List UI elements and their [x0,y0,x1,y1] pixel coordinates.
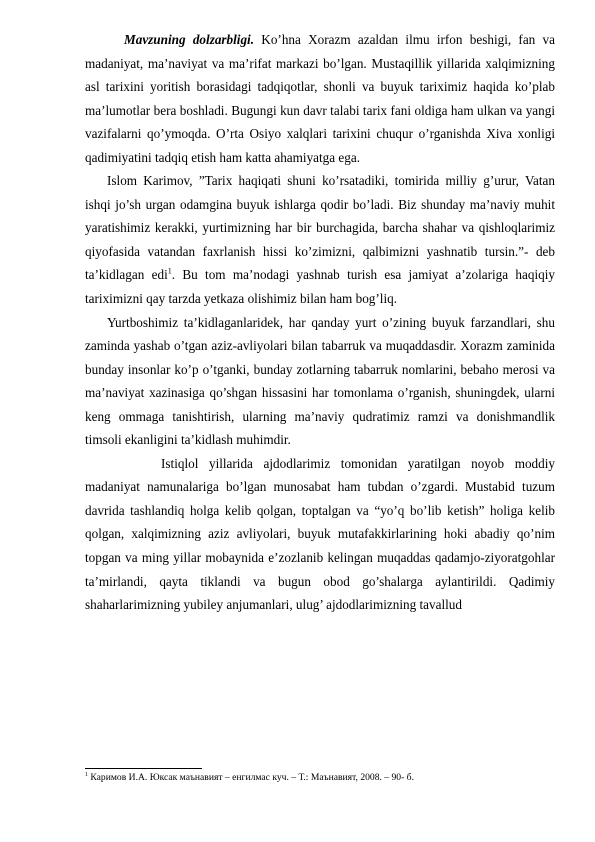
footnote-divider [85,768,202,769]
paragraph-independence [85,452,555,617]
paragraph-text: Islom Karimov, ”Tarix haqiqati shuni ko’rsatadiki, tomirida milliy g’urur, Vatan ishqi jo’sh urgan odamgina buyuk ishlarga qodir bo’ladi. Biz shunday ma’naviy muhit yaratishimiz kerakki, yurtimizning har bir burchagida, barcha shahar va qishloqlarimiz qiyofasida vatandan faxrlanish hissi ko’zimizni, qalbimizni yashnatib tursin.”- deb ta’kidlagan edi [85,173,555,283]
footnote-marker: 1 [85,771,88,778]
paragraph-text: Istiqlol yillarida ajdodlarimiz tomonidan yaratilgan noyob moddiy madaniyat namunalariga bo’lgan munosabat ham tubdan o’zgardi. Mustabid tuzum davrida tashlandiq holga kelib qolgan, toptalgan va “yo’q bo’lib ketish” holiga kelib qolgan, xalqimizning aziz avliyolari, buyuk mutafakkirlarining hoki abadiy qo’nim topgan va ming yillar mobaynida e’zozlanib kelingan muqaddas qadamjo-ziyoratgohlar ta’mirlandi, qayta tiklandi va bugun obod go’shalarga aylantirildi. Qadimiy shaharlarimizning yubiley anjumanlari, ulug’ ajdodlarimizning tavallud [85,455,555,613]
paragraph-text: Ko’hna Xorazm azaldan ilmu irfon beshigi, fan va madaniyat, ma’naviyat va ma’rifat markazi bo’lgan. Mustaqillik yillarida xalqimizning asl tarixini yoritish borasidagi tadqiqotlar, shonli va buyuk tariximiz haqida ko’plab ma’lumotlar bera boshladi. Bugungi kun davr talabi tarix fani oldiga ham ulkan va yangi vazifalarni qo’ymoqda. O’rta Osiyo xalqlari tarixini chuqur o’rganishda Xiva xonligi qadimiyatini tadqiq etish ham katta ahamiyatga ega. [85,32,555,165]
footnote-text: Каримов И.А. Юксак маънавият – енгилмас куч. – Т.: Маънавият, 2008. – 90- б. [88,772,414,783]
paragraph-relevance [85,28,555,169]
paragraph-quote [85,169,555,310]
paragraph-text: Yurtboshimiz ta’kidlaganlaridek, har qanday yurt o’zining buyuk farzandlari, shu zaminda yashab o’tgan aziz-avliyolari bilan tabarruk va muqaddasdir. Xorazm zaminida bunday insonlar ko’p o’tganki, bunday zotlarning tabarruk nomlarini, bebaho merosi va ma’naviyat xazinasiga qo’shgan hissasini har tomonlama o’rganish, shuningdek, ularni keng ommaga tanishtirish, ularning ma’naviy qudratimiz ramzi va donishmandlik timsoli ekanligini ta’kidlash muhimdir. [85,314,555,448]
footnote-ref[interactable]: 1 [167,267,172,277]
paragraph-heritage [85,311,555,452]
body-text [85,28,555,617]
paragraph-text: . Bu tom ma’nodagi yashnab turish esa jamiyat a’zolariga haqiqiy tariximizni qay tarzda yetkaza olishimiz bilan ham bog’liq. [85,267,555,307]
section-title: Mavzuning dolzarbligi. [124,32,255,47]
footnote [85,772,555,784]
